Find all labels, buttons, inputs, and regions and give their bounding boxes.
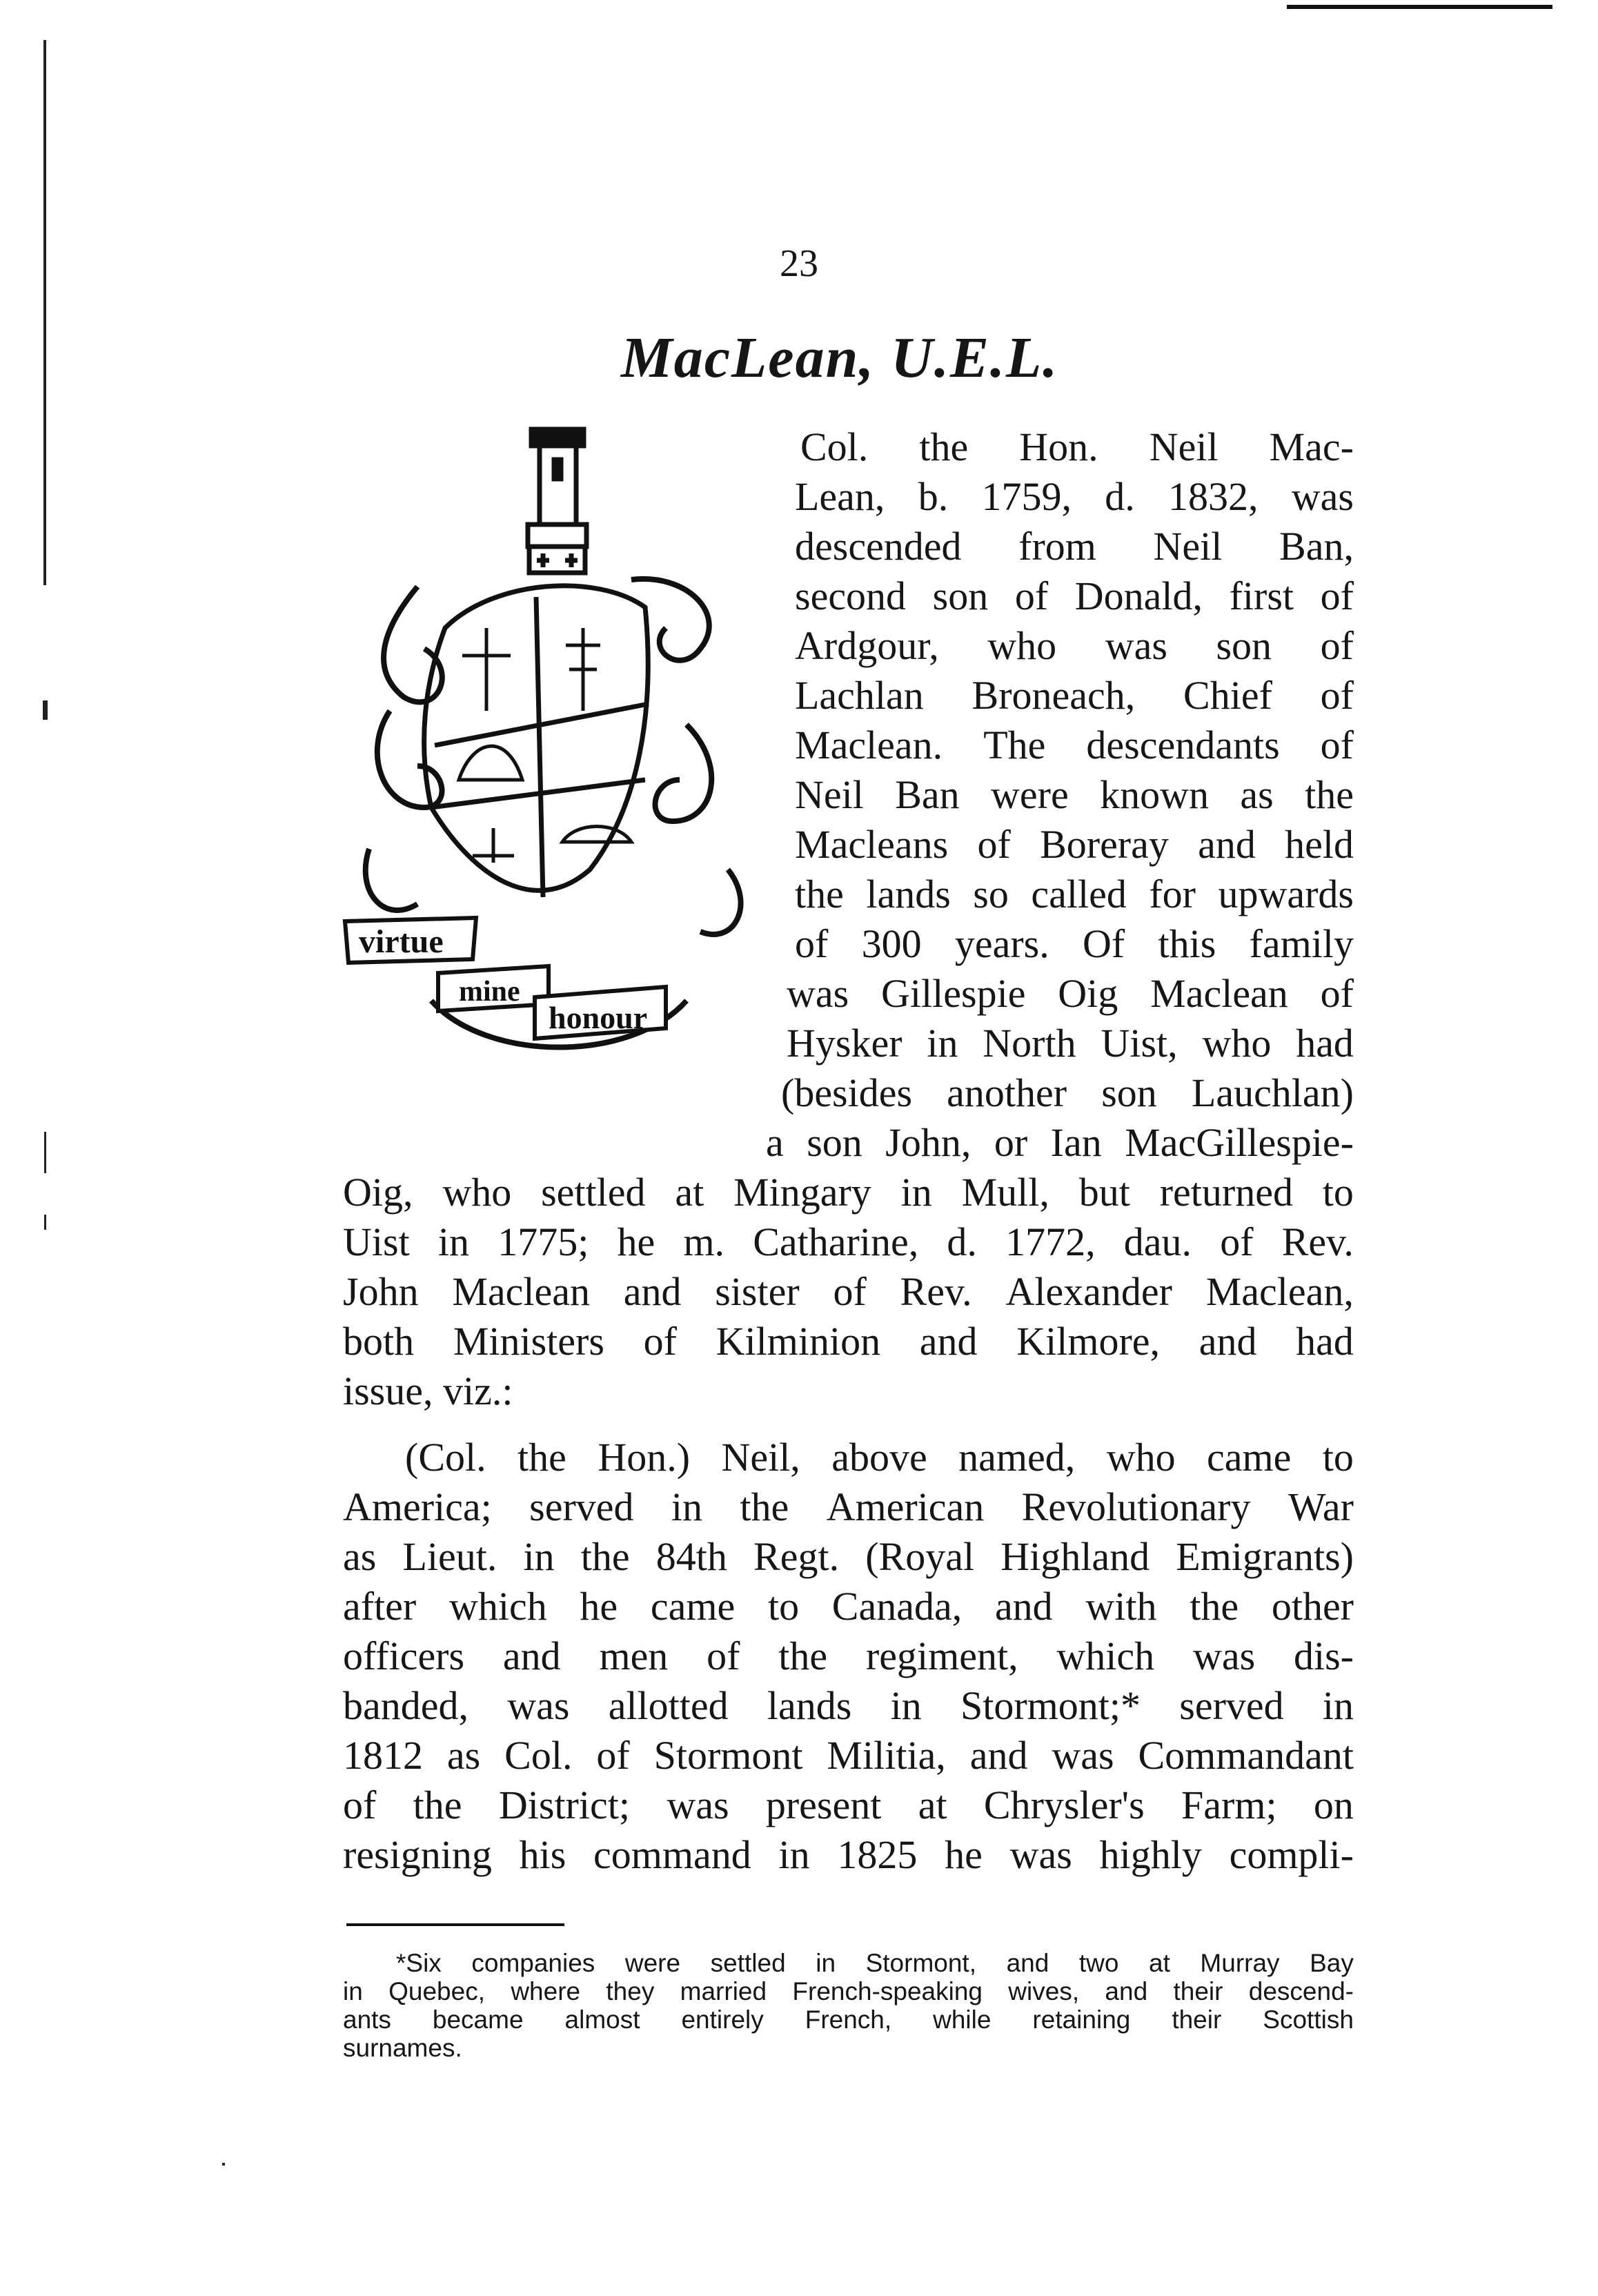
intro-line: Neil Ban were known as the [795,772,1354,817]
body-line: resigning his command in 1825 he was highly compli- [343,1832,1354,1877]
scan-left-line [43,40,46,585]
coat-of-arms [342,421,776,1125]
intro-line: Lachlan Broneach, Chief of [795,673,1354,718]
intro-line: Ardgour, who was son of [795,623,1354,668]
intro-line: (besides another son Lauchlan) [781,1070,1354,1115]
body-line: issue, viz.: [343,1368,513,1413]
shield [424,586,649,897]
intro-line: second son of Donald, first of [795,573,1354,618]
body-line: (Col. the Hon.) Neil, above named, who came to [405,1435,1354,1480]
intro-line: a son John, or Ian MacGillespie- [766,1120,1354,1165]
body-line: of the District; was present at Chrysler's Farm; on [343,1783,1354,1827]
motto-center: mine [459,976,520,1008]
intro-line: Maclean. The descendants of [795,723,1354,767]
scan-mark [44,1132,46,1173]
scan-mark [43,700,48,720]
tower-crest-icon [528,429,586,573]
body-line: as Lieut. in the 84th Regt. (Royal Highland Emigrants) [343,1534,1354,1579]
scan-mark [44,1215,46,1230]
body-line: banded, was allotted lands in Stormont;* served in [343,1683,1354,1728]
footnote-rule [346,1923,564,1926]
body-line: officers and men of the regiment, which was dis- [343,1633,1354,1678]
intro-line: Lean, b. 1759, d. 1832, was [795,474,1354,519]
footnote-line: ants became almost entirely French, while retaining their Scottish [343,2005,1354,2034]
page-number: 23 [780,242,818,285]
intro-line: descended from Neil Ban, [795,524,1354,569]
scan-mark [222,2163,225,2166]
motto-left: virtue [359,923,444,960]
intro-line: Hysker in North Uist, who had [787,1021,1354,1066]
intro-line: the lands so called for upwards [795,872,1354,916]
intro-line: Macleans of Boreray and held [795,822,1354,867]
intro-line: was Gillespie Oig Maclean of [787,971,1354,1016]
body-line: Uist in 1775; he m. Catharine, d. 1772, dau. of Rev. [343,1219,1354,1264]
body-line: John Maclean and sister of Rev. Alexander Maclean, [343,1269,1354,1314]
body-line: after which he came to Canada, and with the other [343,1584,1354,1629]
footnote-line: surnames. [343,2034,462,2062]
body-line: Oig, who settled at Mingary in Mull, but returned to [343,1170,1354,1215]
body-line: America; served in the American Revolutionary War [343,1484,1354,1529]
intro-line: Col. the Hon. Neil Mac- [800,424,1354,469]
body-line: 1812 as Col. of Stormont Militia, and was Commandant [343,1733,1354,1778]
scan-top-rule [1287,5,1552,9]
shield-charges [459,628,631,863]
footnote-line: in Quebec, where they married French-speaking wives, and their descend- [343,1977,1354,2005]
mantling [366,579,741,1048]
page-title: MacLean, U.E.L. [621,326,1059,390]
footnote-line: *Six companies were settled in Stormont, and two at Murray Bay [396,1949,1354,1977]
intro-line: of 300 years. Of this family [795,921,1354,966]
motto-right: honour [549,1000,648,1035]
body-line: both Ministers of Kilminion and Kilmore, and had [343,1319,1354,1364]
